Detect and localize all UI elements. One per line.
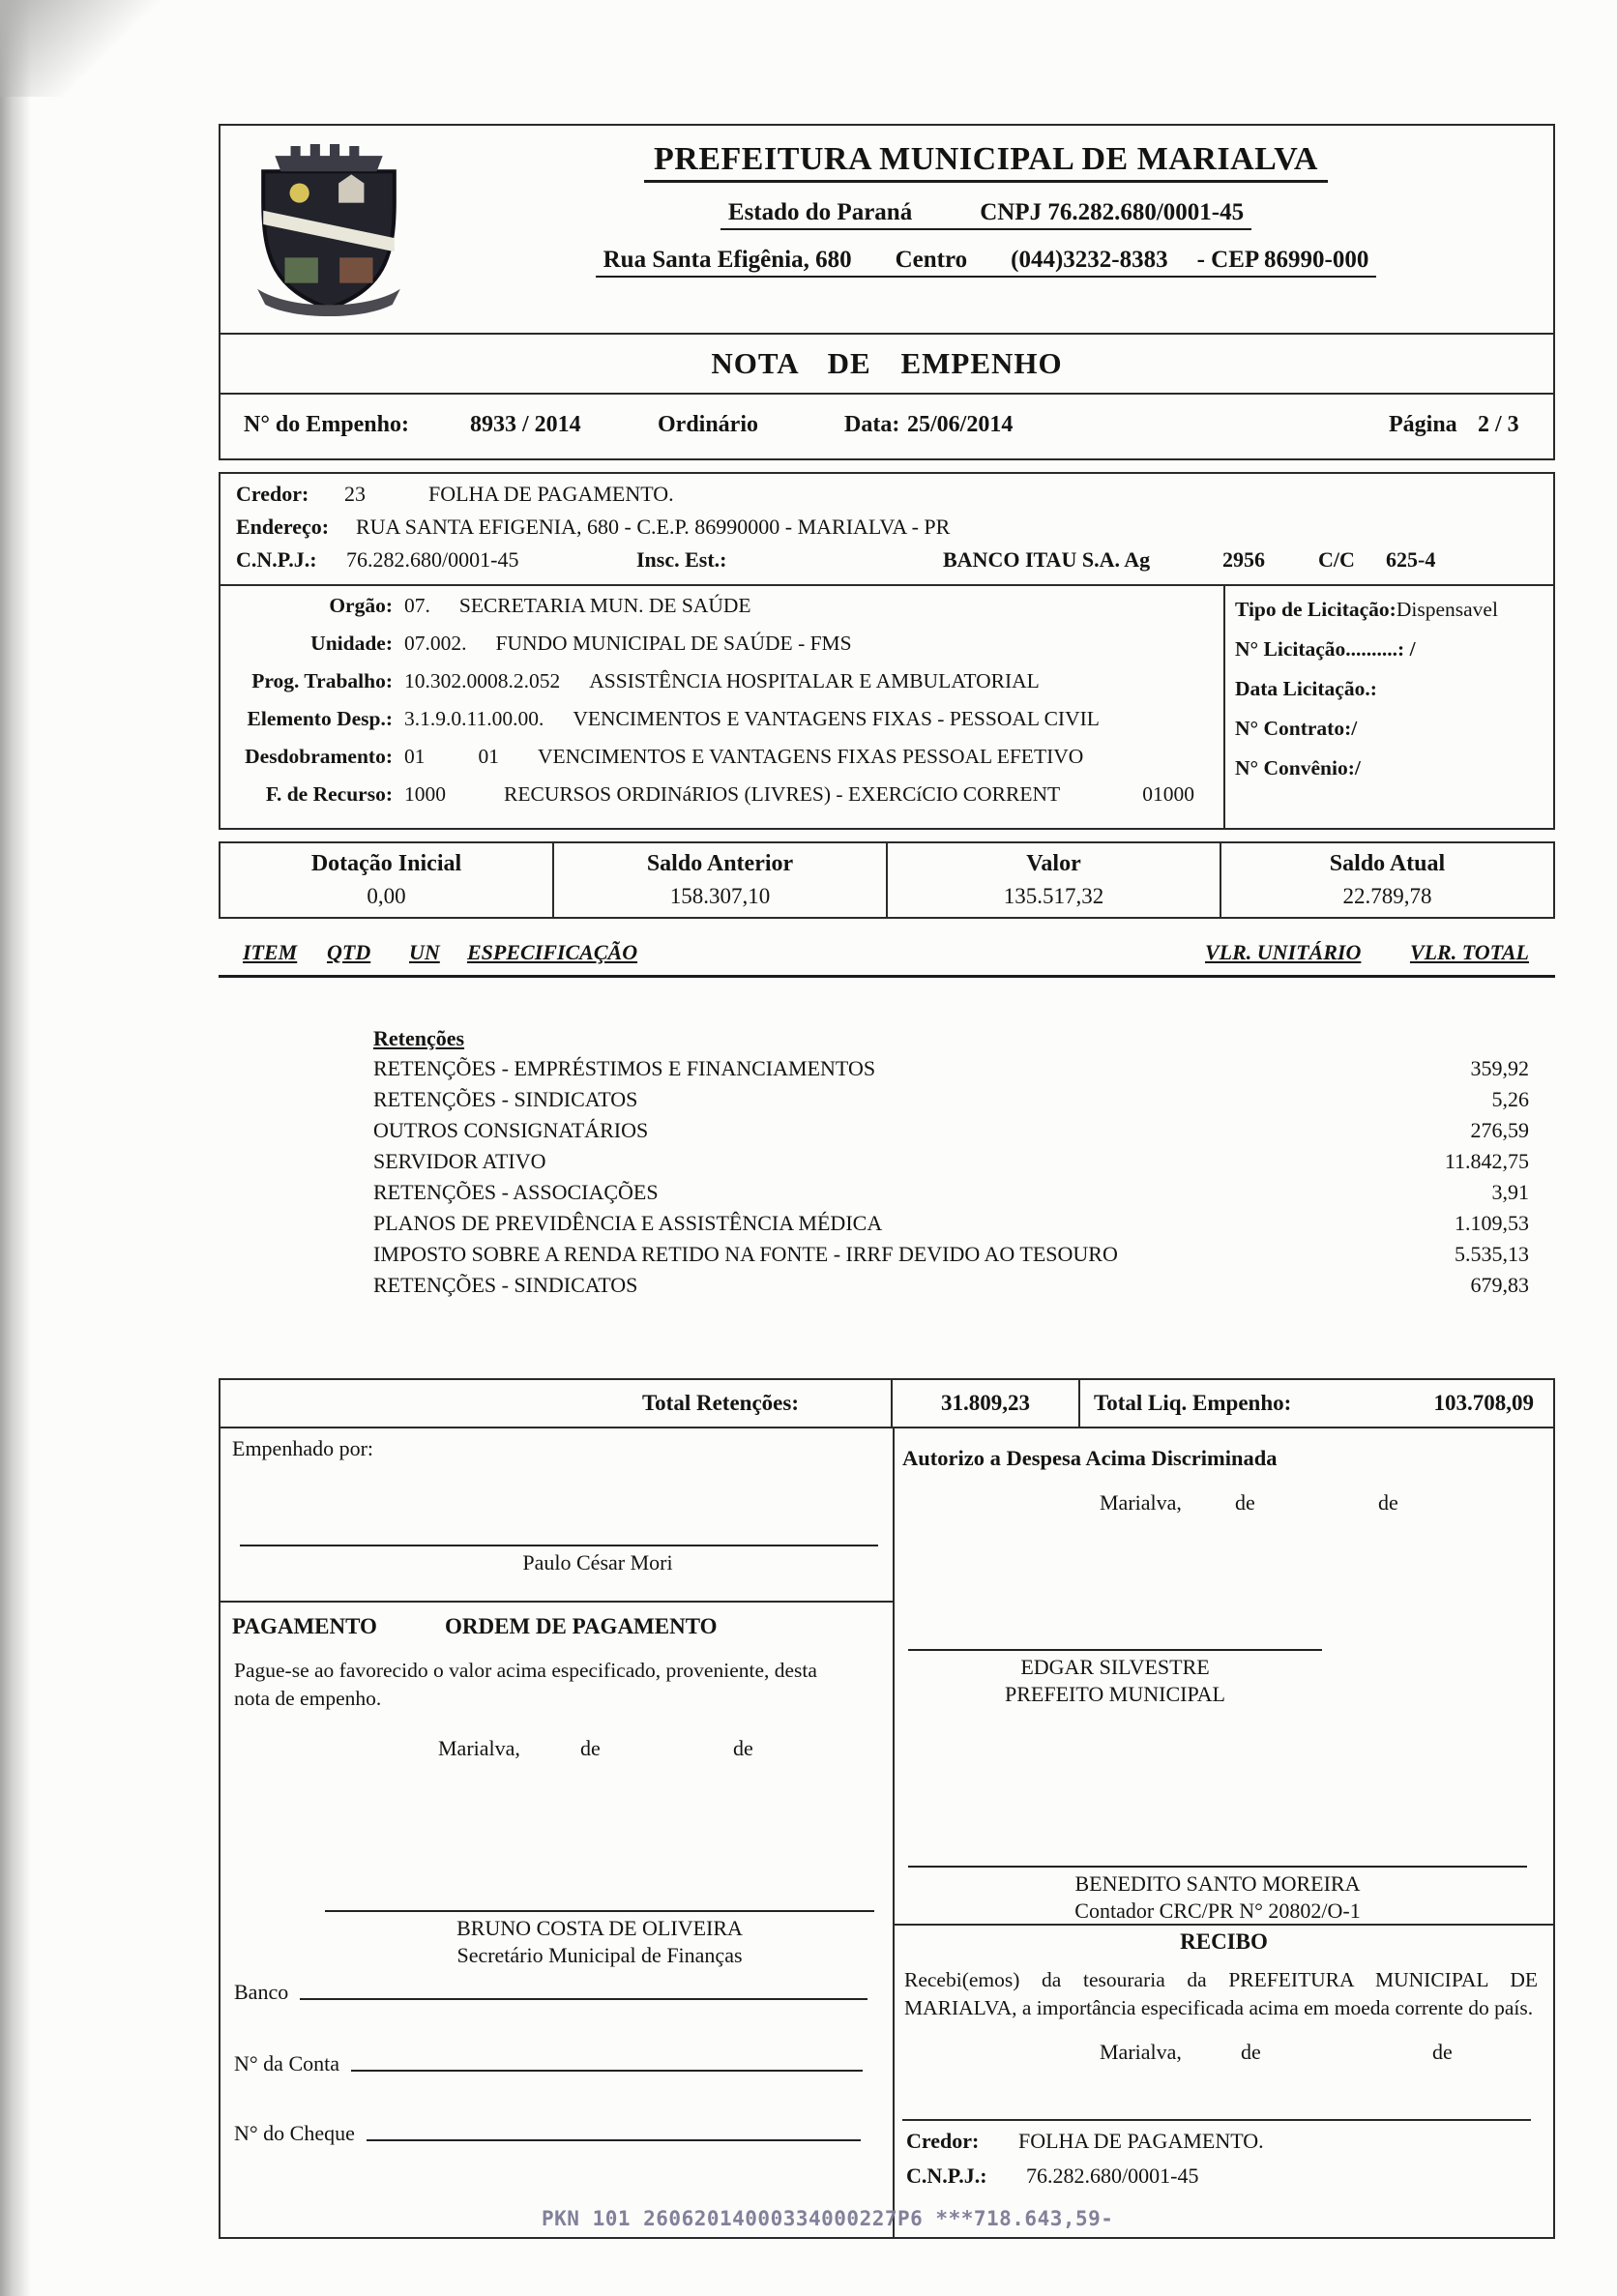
empenho-date-label: Data: — [844, 412, 900, 437]
retencao-row — [373, 1239, 1529, 1270]
saldos-column-value: 0,00 — [367, 884, 406, 908]
pagamento-de2: de — [733, 1736, 753, 1760]
tipo-licitacao-value: Dispensavel — [1396, 598, 1498, 621]
mayor-name: EDGAR SILVESTRE — [1020, 1655, 1210, 1679]
document-header — [219, 124, 1555, 335]
col-vlr-total: VLR. TOTAL — [1409, 940, 1529, 964]
retencao-value: 679,83 — [1470, 1273, 1529, 1297]
items-area — [219, 978, 1555, 1378]
page-number: 2 / 3 — [1478, 412, 1519, 437]
autorizo-de2: de — [1378, 1490, 1398, 1515]
saldos-cell — [552, 843, 886, 917]
recibo-cnpj-value: 76.282.680/0001-45 — [1026, 2164, 1199, 2188]
desdobramento-row — [220, 745, 1223, 782]
numero-licitacao-row: N° Licitação..........: / — [1235, 637, 1416, 661]
insc-est-label: Insc. Est.: — [636, 547, 727, 572]
tipo-licitacao-label: Tipo de Licitação: — [1235, 598, 1396, 621]
pague-se-text: Pague-se ao favorecido o valor acima especificado, proveniente, desta nota de empenho. — [234, 1659, 817, 1711]
accountant-signature-line — [908, 1866, 1527, 1868]
pagamento-city: Marialva, — [438, 1736, 520, 1760]
autorizo-city: Marialva, — [1100, 1490, 1182, 1515]
autorizo-title: Autorizo a Despesa Acima Discriminada — [902, 1446, 1278, 1470]
cc-number: 625-4 — [1386, 547, 1436, 572]
cnpj-value: 76.282.680/0001-45 — [346, 547, 519, 572]
elemento-despesa-label: Elemento Desp.: — [247, 707, 393, 730]
fonte-recurso-extra-code: 01000 — [1142, 782, 1194, 806]
unidade-desc: FUNDO MUNICIPAL DE SAÚDE - FMS — [495, 632, 852, 655]
retencao-name: RETENÇÕES - SINDICATOS — [373, 1087, 638, 1111]
empenhado-signer-name: Paulo César Mori — [522, 1550, 673, 1575]
recibo-text: Recebi(emos) da tesouraria da PREFEITURA MUNICIPAL DE MARIALVA, a importância especificada acima em moeda corrente do país. — [904, 1968, 1538, 2020]
conta-field-row — [234, 2051, 863, 2076]
header-phone: (044)3232-8383 — [1011, 247, 1168, 273]
retencao-row — [373, 1084, 1529, 1115]
total-retencoes-label: Total Retenções: — [220, 1380, 893, 1427]
banco-agencia: 2956 — [1222, 547, 1265, 572]
fonte-recurso-code: 1000 — [404, 782, 446, 806]
conta-label: N° da Conta — [234, 2051, 340, 2075]
fonte-recurso-label: F. de Recurso: — [265, 782, 393, 806]
retencao-name: PLANOS DE PREVIDÊNCIA E ASSISTÊNCIA MÉDICA — [373, 1211, 883, 1235]
header-cnpj: CNPJ 76.282.680/0001-45 — [980, 199, 1245, 225]
total-liquido-value: 103.708,09 — [1433, 1391, 1534, 1415]
accountant-name: BENEDITO SANTO MOREIRA — [1074, 1871, 1361, 1896]
desdobramento-label: Desdobramento: — [245, 745, 393, 768]
autorizo-de1: de — [1235, 1490, 1255, 1515]
desdobramento-desc: VENCIMENTOS E VANTAGENS FIXAS PESSOAL EFETIVO — [538, 745, 1084, 768]
retencao-name: IMPOSTO SOBRE A RENDA RETIDO NA FONTE - IRRF DEVIDO AO TESOURO — [373, 1242, 1118, 1266]
endereco-value: RUA SANTA EFIGENIA, 680 - C.E.P. 86990000 - MARIALVA - PR — [356, 515, 951, 539]
retencao-value: 11.842,75 — [1444, 1149, 1529, 1173]
unidade-code: 07.002. — [404, 632, 467, 655]
saldos-cell — [886, 843, 1220, 917]
finance-secretary-signature-line — [325, 1910, 874, 1912]
header-district: Centro — [895, 247, 968, 273]
address-line — [596, 247, 1377, 278]
empenhado-por-label: Empenhado por: — [232, 1436, 374, 1460]
prog-trabalho-row — [220, 669, 1223, 707]
signatures-section — [219, 1428, 1555, 2239]
header-cep: - CEP 86990-000 — [1196, 247, 1369, 273]
saldos-column-value: 135.517,32 — [1003, 884, 1104, 908]
mayor-role: PREFEITO MUNICIPAL — [1005, 1682, 1225, 1706]
header-street: Rua Santa Efigênia, 680 — [603, 247, 852, 273]
recibo-de1: de — [1241, 2040, 1261, 2064]
empenho-number: 8933 / 2014 — [470, 412, 581, 437]
prog-trabalho-code: 10.302.0008.2.052 — [404, 669, 561, 692]
cc-label: C/C — [1318, 547, 1355, 572]
coat-of-arms-logo — [246, 141, 412, 317]
retencao-row — [373, 1146, 1529, 1177]
nota-de-empenho-document — [219, 124, 1555, 2239]
orgao-row — [220, 594, 1223, 632]
col-qtd: QTD — [327, 940, 371, 964]
scan-corner-shadow — [0, 0, 164, 97]
page-label: Página — [1389, 412, 1457, 437]
retencao-value: 3,91 — [1491, 1180, 1529, 1204]
recibo-divider — [895, 1924, 1553, 1926]
cheque-label: N° do Cheque — [234, 2121, 355, 2145]
recibo-title: RECIBO — [1180, 1929, 1268, 1954]
unidade-row — [220, 632, 1223, 669]
col-vlr-unitario: VLR. UNITÁRIO — [1205, 940, 1362, 964]
endereco-row — [220, 515, 1553, 547]
saldos-column-header: Dotação Inicial — [310, 851, 462, 876]
data-licitacao-row: Data Licitação.: — [1235, 677, 1377, 700]
desdobramento-code1: 01 — [404, 745, 426, 768]
retencao-name: RETENÇÕES - EMPRÉSTIMOS E FINANCIAMENTOS — [373, 1056, 876, 1080]
empenho-type: Ordinário — [658, 412, 759, 437]
conta-blank-line — [351, 2070, 863, 2072]
elemento-despesa-code: 3.1.9.0.11.00.00. — [404, 707, 544, 730]
saldos-column-header: Valor — [1026, 851, 1081, 876]
prog-trabalho-label: Prog. Trabalho: — [251, 669, 393, 692]
retencao-row — [373, 1177, 1529, 1208]
prog-trabalho-desc: ASSISTÊNCIA HOSPITALAR E AMBULATORIAL — [589, 669, 1040, 692]
retencao-row — [373, 1208, 1529, 1239]
orgao-desc: SECRETARIA MUN. DE SAÚDE — [458, 594, 751, 617]
recibo-de2: de — [1432, 2040, 1453, 2064]
retencao-row — [373, 1115, 1529, 1146]
retencoes-list — [219, 1053, 1555, 1301]
state-cnpj-line — [720, 199, 1251, 230]
saldos-column-header: Saldo Atual — [1329, 851, 1446, 876]
credor-label: Credor: — [236, 482, 309, 506]
pagamento-title: PAGAMENTO — [232, 1614, 377, 1638]
pagamento-divider — [220, 1601, 893, 1603]
retencao-value: 1.109,53 — [1455, 1211, 1529, 1235]
orgao-code: 07. — [404, 594, 430, 617]
elemento-despesa-desc: VENCIMENTOS E VANTAGENS FIXAS - PESSOAL CIVIL — [573, 707, 1100, 730]
credor-box — [219, 472, 1555, 586]
pagamento-column — [220, 1428, 895, 2237]
fonte-recurso-desc: RECURSOS ORDINáRIOS (LIVRES) - EXERCíCIO CORRENT — [504, 782, 1061, 806]
cheque-field-row — [234, 2121, 861, 2146]
recibo-credor-label: Credor: — [906, 2129, 980, 2153]
saldos-table — [219, 841, 1555, 919]
autorizacao-column — [895, 1428, 1553, 2237]
empenhado-signature-line — [240, 1545, 878, 1546]
tipo-licitacao-row — [1235, 598, 1547, 622]
retencao-value: 359,92 — [1470, 1056, 1529, 1080]
totals-row — [219, 1378, 1555, 1428]
total-liquido-cell — [1080, 1380, 1553, 1427]
saldos-cell — [220, 843, 552, 917]
cnpj-label: C.N.P.J.: — [236, 547, 317, 572]
dot-matrix-validation-line: PKN 101 26062014000334000227P6 ***718.643,59- — [542, 2207, 1114, 2230]
finance-secretary-role: Secretário Municipal de Finanças — [456, 1943, 743, 1967]
municipality-title: PREFEITURA MUNICIPAL DE MARIALVA — [644, 141, 1328, 183]
recibo-city: Marialva, — [1100, 2040, 1182, 2064]
cheque-blank-line — [367, 2139, 861, 2141]
recibo-credor-line — [902, 2119, 1531, 2121]
recibo-credor-value: FOLHA DE PAGAMENTO. — [1018, 2129, 1264, 2153]
retencoes-group-label: Retenções — [373, 1026, 465, 1050]
mayor-signature-line — [908, 1649, 1322, 1651]
state-label: Estado do Paraná — [727, 199, 913, 225]
saldos-cell — [1220, 843, 1553, 917]
budget-classification-box — [219, 586, 1555, 830]
retencao-value: 276,59 — [1470, 1118, 1529, 1142]
items-header-row — [219, 936, 1555, 978]
banco-blank-line — [300, 1998, 867, 2000]
scan-edge-shadow — [0, 0, 31, 2296]
budget-left-column — [220, 586, 1223, 828]
document-title: NOTA DE EMPENHO — [219, 335, 1555, 395]
col-especificacao: ESPECIFICAÇÃO — [467, 940, 638, 964]
accountant-role: Contador CRC/PR N° 20802/O-1 — [1074, 1899, 1361, 1923]
numero-convenio-row: N° Convênio:/ — [1235, 756, 1361, 780]
unidade-label: Unidade: — [310, 632, 393, 655]
total-liquido-label: Total Liq. Empenho: — [1094, 1391, 1292, 1415]
col-un: UN — [409, 940, 440, 964]
credor-name: FOLHA DE PAGAMENTO. — [428, 482, 674, 506]
credor-code: 23 — [344, 482, 366, 506]
header-text-block — [220, 126, 1553, 278]
desdobramento-code2: 01 — [478, 745, 499, 768]
retencao-value: 5.535,13 — [1455, 1242, 1529, 1266]
fonte-recurso-row — [220, 782, 1223, 820]
banco-field-row — [234, 1980, 867, 2005]
retencao-name: RETENÇÕES - SINDICATOS — [373, 1273, 638, 1297]
saldos-column-value: 158.307,10 — [669, 884, 771, 908]
total-retencoes-value: 31.809,23 — [893, 1380, 1080, 1427]
licitacao-column — [1223, 586, 1553, 828]
ordem-pagamento-title: ORDEM DE PAGAMENTO — [445, 1614, 718, 1638]
credor-row — [220, 482, 1553, 515]
retencao-name: SERVIDOR ATIVO — [373, 1149, 546, 1173]
orgao-label: Orgão: — [329, 594, 393, 617]
retencao-value: 5,26 — [1491, 1087, 1529, 1111]
elemento-despesa-row — [220, 707, 1223, 745]
endereco-label: Endereço: — [236, 515, 330, 539]
cnpj-row — [220, 547, 1553, 580]
banco-label: BANCO ITAU S.A. Ag — [943, 547, 1151, 572]
finance-secretary-name: BRUNO COSTA DE OLIVEIRA — [456, 1916, 743, 1940]
numero-contrato-row: N° Contrato:/ — [1235, 717, 1358, 740]
retencao-name: RETENÇÕES - ASSOCIAÇÕES — [373, 1180, 659, 1204]
saldos-column-header: Saldo Anterior — [646, 851, 794, 876]
saldos-column-value: 22.789,78 — [1342, 884, 1432, 908]
empenho-date: 25/06/2014 — [907, 412, 1014, 437]
retencao-name: OUTROS CONSIGNATÁRIOS — [373, 1118, 649, 1142]
col-item: ITEM — [243, 940, 298, 964]
empenho-number-label: N° do Empenho: — [244, 412, 409, 437]
banco-label: Banco — [234, 1980, 289, 2004]
recibo-cnpj-label: C.N.P.J.: — [906, 2164, 987, 2188]
pagamento-de1: de — [580, 1736, 601, 1760]
retencao-row — [373, 1053, 1529, 1084]
retencao-row — [373, 1270, 1529, 1301]
empenho-number-row — [219, 395, 1555, 460]
